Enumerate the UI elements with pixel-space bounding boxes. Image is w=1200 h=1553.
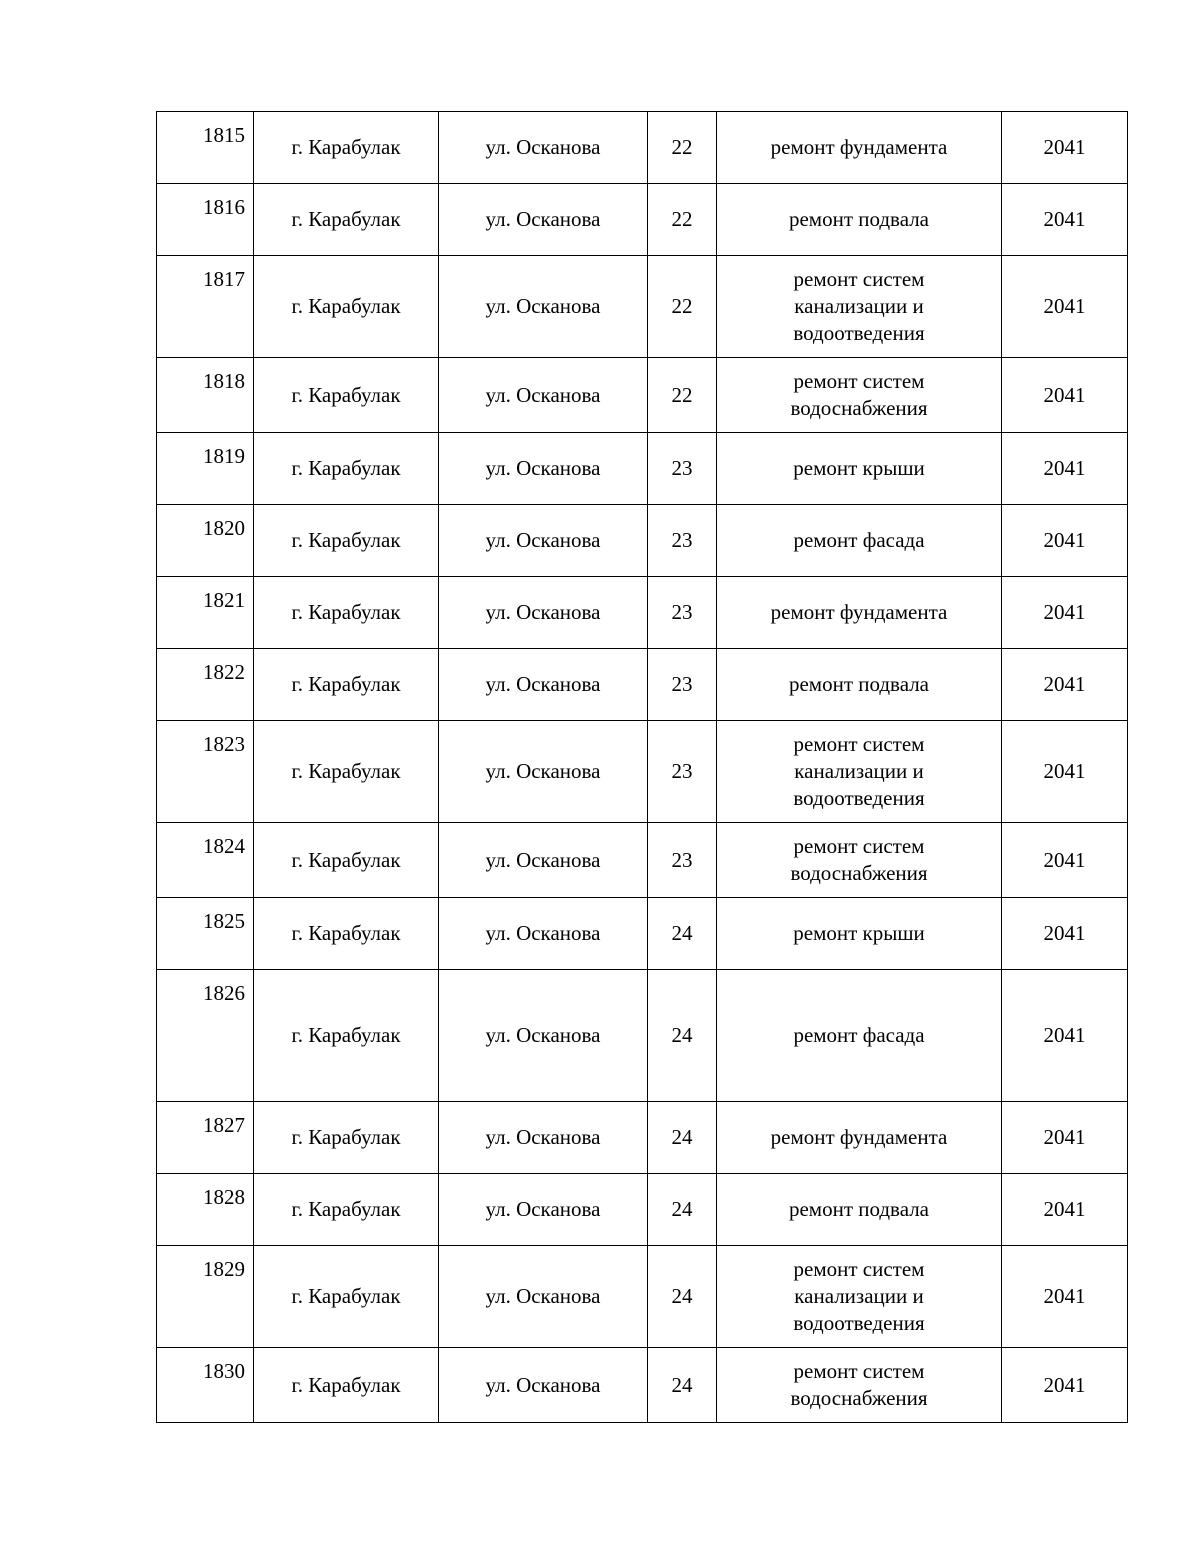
city-cell: г. Карабулак	[254, 1246, 439, 1348]
city-cell: г. Карабулак	[254, 433, 439, 505]
street-cell: ул. Осканова	[439, 505, 648, 577]
year-cell: 2041	[1002, 433, 1128, 505]
house-number-cell: 23	[648, 433, 717, 505]
house-number-cell: 22	[648, 256, 717, 358]
table-body	[157, 112, 1128, 1423]
street-cell: ул. Осканова	[439, 1102, 648, 1174]
work-type-line: водоотведения	[793, 786, 925, 810]
year-cell: 2041	[1002, 1246, 1128, 1348]
year-cell: 2041	[1002, 577, 1128, 649]
table-row	[157, 184, 1128, 256]
house-number-cell: 24	[648, 1174, 717, 1246]
city-cell: г. Карабулак	[254, 184, 439, 256]
year-cell: 2041	[1002, 970, 1128, 1102]
house-number-cell: 24	[648, 970, 717, 1102]
table-row	[157, 649, 1128, 721]
table-row	[157, 433, 1128, 505]
row-number-cell: 1818	[157, 358, 254, 433]
street-cell: ул. Осканова	[439, 898, 648, 970]
table-row	[157, 970, 1128, 1102]
row-number-cell: 1822	[157, 649, 254, 721]
house-number-cell: 24	[648, 1348, 717, 1423]
table-row	[157, 112, 1128, 184]
row-number-cell: 1825	[157, 898, 254, 970]
work-type-cell	[717, 721, 1002, 823]
table-row	[157, 1102, 1128, 1174]
work-type-line: ремонт подвала	[788, 207, 930, 231]
year-cell: 2041	[1002, 184, 1128, 256]
work-type-line: ремонт подвала	[788, 672, 930, 696]
house-number-cell: 23	[648, 721, 717, 823]
year-cell: 2041	[1002, 358, 1128, 433]
work-type-line: водоснабжения	[790, 396, 928, 420]
house-number-cell: 22	[648, 184, 717, 256]
table-row	[157, 1348, 1128, 1423]
city-cell: г. Карабулак	[254, 256, 439, 358]
work-type-cell	[717, 823, 1002, 898]
row-number-cell: 1823	[157, 721, 254, 823]
year-cell: 2041	[1002, 1348, 1128, 1423]
table-row	[157, 721, 1128, 823]
city-cell: г. Карабулак	[254, 577, 439, 649]
work-type-line: ремонт систем	[793, 267, 925, 291]
city-cell: г. Карабулак	[254, 970, 439, 1102]
work-type-line: ремонт фундамента	[770, 1125, 948, 1149]
house-number-cell: 24	[648, 1102, 717, 1174]
row-number-cell: 1815	[157, 112, 254, 184]
house-number-cell: 24	[648, 1246, 717, 1348]
work-type-cell	[717, 898, 1002, 970]
city-cell: г. Карабулак	[254, 1174, 439, 1246]
work-type-cell	[717, 1102, 1002, 1174]
city-cell: г. Карабулак	[254, 1348, 439, 1423]
work-type-cell	[717, 1246, 1002, 1348]
row-number-cell: 1819	[157, 433, 254, 505]
year-cell: 2041	[1002, 1174, 1128, 1246]
street-cell: ул. Осканова	[439, 433, 648, 505]
work-type-cell	[717, 649, 1002, 721]
work-type-cell	[717, 112, 1002, 184]
row-number-cell: 1829	[157, 1246, 254, 1348]
year-cell: 2041	[1002, 721, 1128, 823]
street-cell: ул. Осканова	[439, 256, 648, 358]
work-type-line: водоотведения	[793, 1311, 925, 1335]
house-number-cell: 22	[648, 358, 717, 433]
work-type-line: ремонт фундамента	[770, 135, 948, 159]
city-cell: г. Карабулак	[254, 358, 439, 433]
table-row	[157, 505, 1128, 577]
city-cell: г. Карабулак	[254, 721, 439, 823]
work-type-line: канализации и	[794, 1284, 924, 1308]
work-type-line: ремонт систем	[793, 369, 925, 393]
row-number-cell: 1821	[157, 577, 254, 649]
row-number-cell: 1820	[157, 505, 254, 577]
street-cell: ул. Осканова	[439, 1246, 648, 1348]
work-type-line: канализации и	[794, 294, 924, 318]
street-cell: ул. Осканова	[439, 1174, 648, 1246]
work-type-cell	[717, 970, 1002, 1102]
work-type-line: ремонт подвала	[788, 1197, 930, 1221]
house-number-cell: 23	[648, 505, 717, 577]
year-cell: 2041	[1002, 649, 1128, 721]
table-row	[157, 358, 1128, 433]
house-number-cell: 23	[648, 649, 717, 721]
row-number-cell: 1827	[157, 1102, 254, 1174]
row-number-cell: 1828	[157, 1174, 254, 1246]
city-cell: г. Карабулак	[254, 649, 439, 721]
work-type-line: ремонт фасада	[793, 528, 925, 552]
row-number-cell: 1817	[157, 256, 254, 358]
work-type-cell	[717, 1174, 1002, 1246]
work-type-line: ремонт систем	[793, 834, 925, 858]
street-cell: ул. Осканова	[439, 1348, 648, 1423]
year-cell: 2041	[1002, 823, 1128, 898]
street-cell: ул. Осканова	[439, 358, 648, 433]
house-number-cell: 24	[648, 898, 717, 970]
work-type-cell	[717, 433, 1002, 505]
work-type-line: ремонт крыши	[793, 456, 925, 480]
table-row	[157, 1174, 1128, 1246]
city-cell: г. Карабулак	[254, 505, 439, 577]
street-cell: ул. Осканова	[439, 184, 648, 256]
table-row	[157, 256, 1128, 358]
street-cell: ул. Осканова	[439, 970, 648, 1102]
work-type-line: ремонт систем	[793, 1257, 925, 1281]
work-type-line: ремонт крыши	[793, 921, 925, 945]
city-cell: г. Карабулак	[254, 823, 439, 898]
work-type-line: ремонт систем	[793, 1359, 925, 1383]
work-type-line: ремонт систем	[793, 732, 925, 756]
work-type-cell	[717, 358, 1002, 433]
work-type-line: водоотведения	[793, 321, 925, 345]
street-cell: ул. Осканова	[439, 577, 648, 649]
house-number-cell: 23	[648, 577, 717, 649]
city-cell: г. Карабулак	[254, 1102, 439, 1174]
year-cell: 2041	[1002, 898, 1128, 970]
row-number-cell: 1816	[157, 184, 254, 256]
work-type-cell	[717, 505, 1002, 577]
row-number-cell: 1830	[157, 1348, 254, 1423]
work-type-line: ремонт фасада	[793, 1023, 925, 1047]
table-row	[157, 1246, 1128, 1348]
work-type-cell	[717, 256, 1002, 358]
work-type-cell	[717, 1348, 1002, 1423]
year-cell: 2041	[1002, 505, 1128, 577]
city-cell: г. Карабулак	[254, 898, 439, 970]
street-cell: ул. Осканова	[439, 112, 648, 184]
table-row	[157, 577, 1128, 649]
house-number-cell: 22	[648, 112, 717, 184]
city-cell: г. Карабулак	[254, 112, 439, 184]
work-type-cell	[717, 577, 1002, 649]
street-cell: ул. Осканова	[439, 823, 648, 898]
street-cell: ул. Осканова	[439, 721, 648, 823]
work-type-line: канализации и	[794, 759, 924, 783]
year-cell: 2041	[1002, 256, 1128, 358]
table-row	[157, 823, 1128, 898]
house-number-cell: 23	[648, 823, 717, 898]
work-type-line: водоснабжения	[790, 861, 928, 885]
row-number-cell: 1826	[157, 970, 254, 1102]
street-cell: ул. Осканова	[439, 649, 648, 721]
year-cell: 2041	[1002, 1102, 1128, 1174]
work-type-cell	[717, 184, 1002, 256]
work-type-line: водоснабжения	[790, 1386, 928, 1410]
row-number-cell: 1824	[157, 823, 254, 898]
repair-schedule-table	[156, 111, 1128, 1423]
table-row	[157, 898, 1128, 970]
work-type-line: ремонт фундамента	[770, 600, 948, 624]
year-cell: 2041	[1002, 112, 1128, 184]
